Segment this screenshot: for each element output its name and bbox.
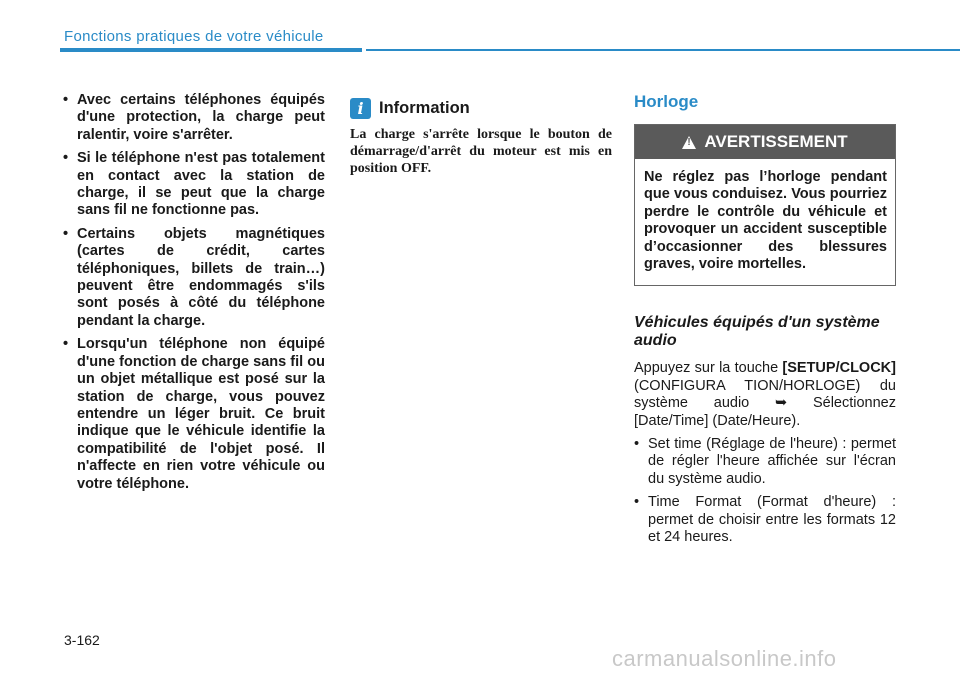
bullet-glyph: • <box>63 150 69 167</box>
column-left <box>63 92 325 499</box>
audio-subtitle: Véhicules équipés d'un système audio <box>634 314 880 350</box>
page-number: 3-162 <box>64 632 100 648</box>
info-icon: i <box>350 98 371 119</box>
bullet-glyph: • <box>63 92 69 108</box>
charging-notes-list <box>63 92 325 493</box>
setup-clock-key: [SETUP/CLOCK] <box>782 360 896 377</box>
header-accent-bar <box>60 48 362 52</box>
list-item: • Si le téléphone n'est pas totalement en contact avec la station de charge, il se peut que la charge sans fil ne fonctionne pas. <box>63 150 325 219</box>
list-item: • Certains objets magnétiques (cartes de crédit, cartes téléphoniques, billets de train…) peuvent être endommagés s'ils sont posés à côté du téléphone pendant la charge. <box>63 225 325 329</box>
bullet-glyph: • <box>634 436 640 453</box>
column-right <box>634 92 896 553</box>
page-header <box>64 28 324 46</box>
bullet-glyph: • <box>63 225 69 242</box>
list-item: • Avec certains téléphones équipés d'une protection, la charge peut ralentir, voire s'arrêter. <box>63 92 325 143</box>
audio-instructions: Appuyez sur la touche [SETUP/CLOCK] (CONFIGURA TION/HORLOGE) du système audio ➥ Sélectionnez [Date/Time] (Date/Heure). <box>634 360 896 429</box>
warning-triangle-icon <box>682 136 696 149</box>
list-item: • Lorsqu'un téléphone non équipé d'une fonction de charge sans fil ou un objet métallique est posé sur la station de charge, vous pouvez entendre un léger bruit. Ce bruit indique que le véhicule identifie la compatibilité de l'objet posé. Il n'affecte en rien votre véhicule ou votre téléphone. <box>63 336 325 492</box>
warning-body: Ne réglez pas l’horloge pendant que vous conduisez. Vous pourriez perdre le contrôle du véhicule et provoquer un accident susceptible d’occasionner des blessures graves, voire mortelles. <box>644 169 887 273</box>
warning-header <box>635 125 895 159</box>
clock-options-list <box>634 436 896 546</box>
list-item: • Time Format (Format d'heure) : permet de choisir entre les formats 12 et 24 heures. <box>634 494 896 546</box>
section-header-title: Fonctions pratiques de votre véhicule <box>64 28 324 45</box>
information-body: La charge s'arrête lorsque le bouton de démarrage/d'arrêt du moteur est mis en position OFF. <box>350 127 612 176</box>
information-title: Information <box>379 98 470 117</box>
list-item: • Set time (Réglage de l'heure) : permet de régler l'heure affichée sur l'écran du système audio. <box>634 436 896 487</box>
column-middle <box>350 96 612 177</box>
watermark: carmanualsonline.info <box>612 646 837 671</box>
horloge-title: Horloge <box>634 92 699 111</box>
bullet-glyph: • <box>63 336 69 353</box>
information-heading <box>350 96 612 120</box>
header-rule <box>366 49 960 51</box>
warning-box <box>634 124 896 286</box>
bullet-glyph: • <box>634 494 640 511</box>
warning-title: AVERTISSEMENT <box>704 132 848 151</box>
